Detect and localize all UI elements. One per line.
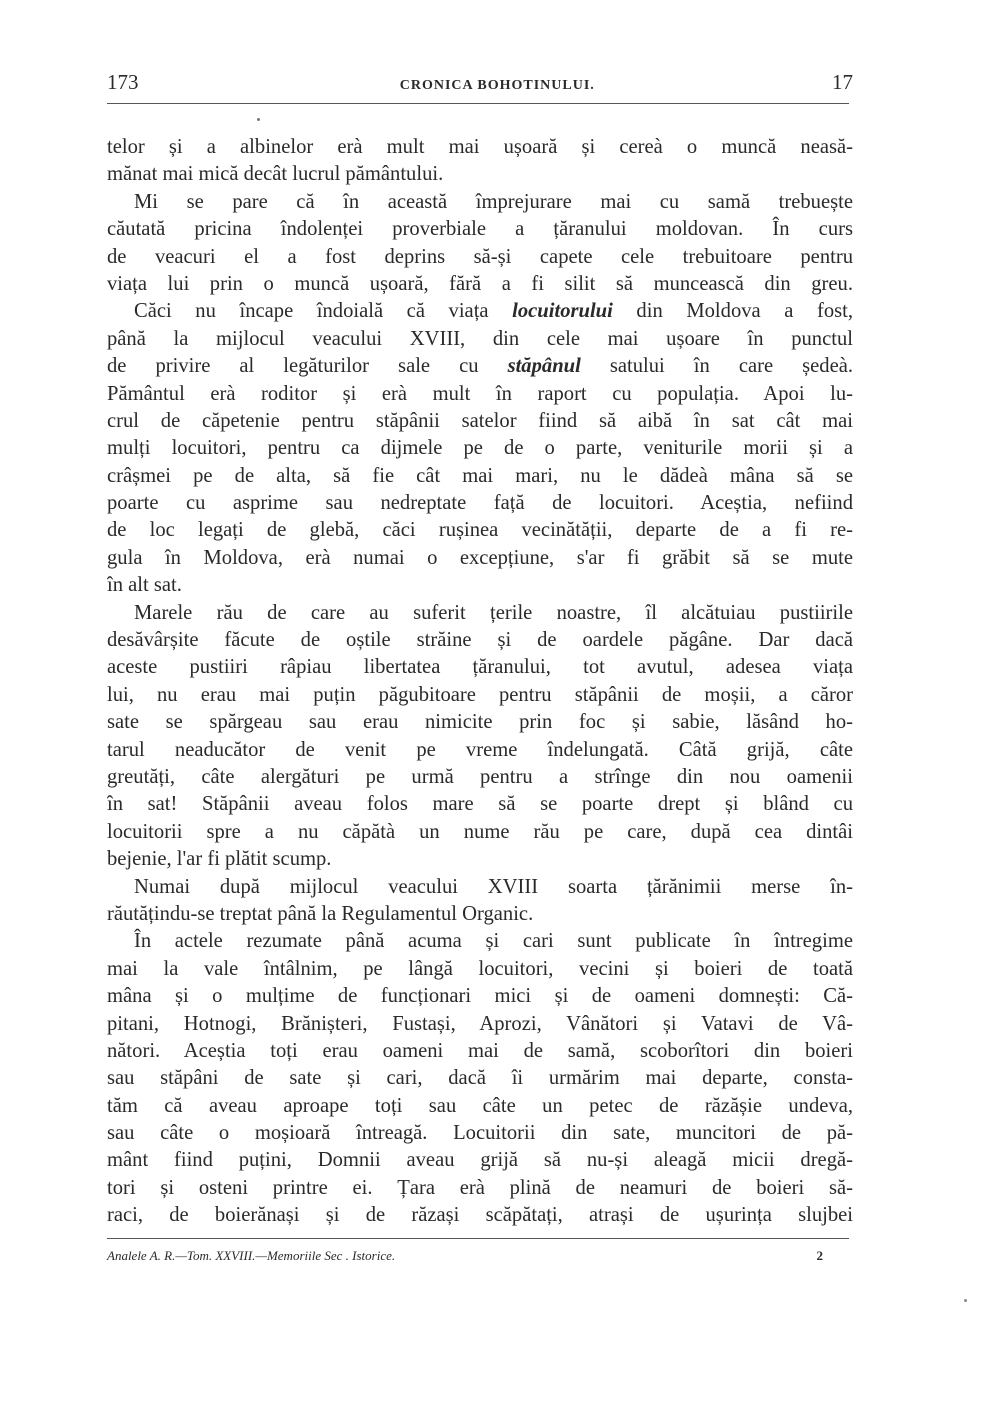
text-line: Mi se pare că în această împrejurare mai cu samă trebuește bbox=[134, 190, 853, 213]
header-rule bbox=[107, 103, 849, 104]
text-line: În actele rezumate până acuma și cari sunt publicate în întregime bbox=[134, 930, 853, 953]
document-page bbox=[107, 70, 853, 1264]
text-line: mâna și o mulțime de funcționari mici și de oameni domnești: Că- bbox=[107, 985, 853, 1008]
text-line: sau câte o moșioară întreagă. Locuitorii din sate, muncitori de pă- bbox=[107, 1122, 853, 1145]
text-line: lui, nu erau mai puțin păgubitoare pentru stăpânii de moșii, a căror bbox=[107, 683, 853, 706]
text-span: de privire al legăturilor sale cu bbox=[107, 355, 508, 378]
text-line: de loc legați de glebă, căci rușinea vecinătății, departe de a fi re- bbox=[107, 519, 853, 542]
text-line: Numai după mijlocul veacului XVIII soarta țărănimii merse în- bbox=[134, 875, 853, 898]
text-line: în sat! Stăpânii aveau folos mare să se poarte drept și blând cu bbox=[107, 793, 853, 816]
text-line: tăm că aveau aproape toți sau câte un petec de răzășie undeva, bbox=[107, 1094, 853, 1117]
text-line: până la mijlocul veacului XVIII, din cele mai ușoare în punctul bbox=[107, 327, 853, 350]
text-line: crâșmei pe de alta, să fie cât mai mari, nu le dădeà mâna să se bbox=[107, 464, 853, 487]
running-title: CRONICA BOHOTINULUI. bbox=[399, 78, 595, 93]
ink-speck bbox=[964, 1299, 967, 1302]
text-line: mănat mai mică decât lucrul pământului. bbox=[107, 163, 444, 186]
text-line: telor și a albinelor erà mult mai ușoară și cereà o muncă neasă- bbox=[107, 136, 853, 158]
text-line: în alt sat. bbox=[107, 574, 182, 597]
text-line: mulți locuitori, pentru ca dijmele pe de o parte, veniturile morii și a bbox=[107, 437, 853, 460]
running-header bbox=[107, 70, 853, 100]
text-line: desăvârșite făcute de oștile străine și de oardele păgâne. Dar dacă bbox=[107, 629, 853, 652]
page-number-left: 173 bbox=[107, 70, 139, 94]
text-line: Marele rău de care au suferit țerile noastre, îl alcătuiau pustiirile bbox=[134, 601, 853, 624]
footer-rule bbox=[107, 1238, 849, 1239]
text-line: gula în Moldova, erà numai o excepțiune, s'ar fi grăbit să se mute bbox=[107, 546, 853, 569]
page-number-right: 17 bbox=[832, 70, 853, 94]
footer-citation: Analele A. R.—Tom. XXVIII.—Memoriile Sec . Istorice. bbox=[107, 1247, 396, 1263]
text-line bbox=[107, 298, 853, 325]
text-line: raci, de boierănași și de răzași scăpătați, atrași de ușurința slujbei bbox=[107, 1204, 853, 1227]
text-line: viața lui prin o muncă ușoară, fără a fi silit să muncească din greu. bbox=[107, 272, 853, 295]
text-line: crul de căpetenie pentru stăpânii satelor fiind să aibă în sat cât mai bbox=[107, 409, 853, 432]
text-line: căutată pricina îndolenței proverbiale a țăranului moldovan. În curs bbox=[107, 218, 853, 241]
text-line: aceste pustiiri râpiau libertatea țăranului, tot avutul, adesea viața bbox=[107, 656, 853, 679]
emphasized-word: locuitorului bbox=[512, 300, 613, 323]
text-line: mai la vale întâlnim, pe lângă locuitori, vecini și boieri de toată bbox=[107, 957, 853, 980]
text-line: sate se spărgeau sau erau nimicite prin foc și sabie, lăsând ho- bbox=[107, 711, 853, 734]
body-text bbox=[107, 134, 853, 1230]
text-line: tori și osteni printre ei. Țara erà plină de neamuri de boieri să- bbox=[107, 1176, 853, 1199]
text-line: Pământul erà roditor și erà mult în raport cu populația. Apoi lu- bbox=[107, 382, 853, 405]
text-line: tarul neaducător de venit pe vreme îndelungată. Câtă grijă, câte bbox=[107, 738, 853, 761]
text-span: din Moldova a fost, bbox=[612, 300, 853, 323]
text-line: nători. Aceștia toți erau oameni mai de samă, scoborîtori din boieri bbox=[107, 1039, 853, 1062]
text-span: satului în care ședeà. bbox=[580, 355, 853, 378]
text-line: sau stăpâni de sate și cari, dacă îi urmărim mai departe, consta- bbox=[107, 1067, 853, 1090]
text-line: locuitorii spre a nu căpătà un nume rău pe care, după cea dintâi bbox=[107, 820, 853, 843]
text-line: bejenie, l'ar fi plătit scump. bbox=[107, 848, 332, 871]
text-line bbox=[107, 353, 853, 380]
signature-mark: 2 bbox=[816, 1247, 823, 1263]
emphasized-word: stăpânul bbox=[507, 355, 581, 378]
text-line: pitani, Hotnogi, Brănișteri, Fustași, Aprozi, Vânători și Vatavi de Vâ- bbox=[107, 1012, 853, 1035]
text-line: poarte cu asprime sau nedreptate față de locuitori. Aceștia, nefiind bbox=[107, 492, 853, 515]
text-line: răutățindu-se treptat până la Regulamentul Organic. bbox=[107, 902, 534, 925]
text-line: greutăți, câte alergături pe urmă pentru a strînge din nou oamenii bbox=[107, 765, 853, 788]
text-span: Căci nu încape îndoială că viața bbox=[134, 300, 513, 323]
text-line: mânt fiind puțini, Domnii aveau grijă să nu-și aleagă micii dregă- bbox=[107, 1149, 853, 1172]
text-line: de veacuri el a fost deprins să-și capete cele trebuitoare pentru bbox=[107, 245, 853, 268]
page-footer bbox=[107, 1248, 853, 1264]
